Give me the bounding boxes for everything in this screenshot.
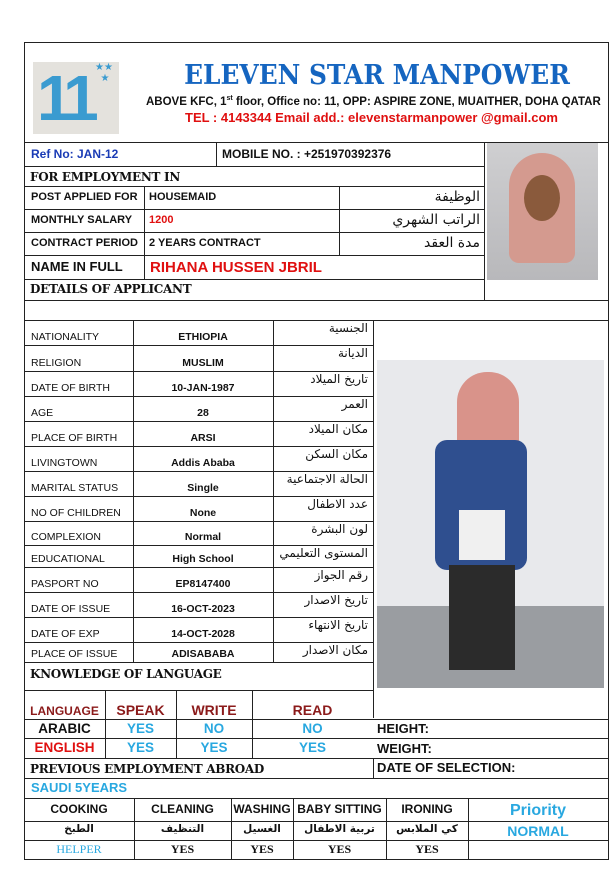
detail-value: ETHIOPIA [178,331,228,343]
employment-arabic-label: مدة العقد [424,235,480,251]
language-lang: ARABIC [38,721,91,736]
detail-value: 28 [197,407,209,419]
detail-arabic-label: العمر [341,397,368,411]
skill-header: WASHING [233,802,291,816]
detail-label: PLACE OF ISSUE [31,648,118,660]
skill-arabic: تربية الاطفال [304,823,375,835]
detail-value: ADISABABA [171,648,235,660]
applicant-name: RIHANA HUSSEN JBRIL [150,259,322,276]
detail-label: PASPORT NO [31,578,99,590]
detail-value: 14-OCT-2028 [171,628,235,640]
skill-value: YES [327,842,352,856]
mobile-number: MOBILE NO. : +251970392376 [222,147,392,161]
applicant-full-body-photo [377,360,604,688]
skill-header: BABY SITTING [297,802,382,816]
detail-value: EP8147400 [175,578,231,590]
detail-value: None [189,507,217,519]
detail-arabic-label: عدد الاطفال [307,497,368,511]
detail-label: DATE OF ISSUE [31,603,111,615]
detail-label: NATIONALITY [31,331,100,343]
detail-arabic-label: تاريخ الميلاد [310,372,368,386]
detail-value: High School [172,553,234,565]
detail-arabic-label: تاريخ الاصدار [304,593,368,607]
name-label: NAME IN FULL [31,259,123,274]
skill-value: YES [250,842,274,856]
detail-value: MUSLIM [182,357,224,369]
detail-label: RELIGION [31,357,82,369]
ref-number: Ref No: JAN-12 [31,147,119,161]
company-address: ABOVE KFC, 1st floor, Office no: 11, OPP: ASPIRE ZONE, MUAITHER, DOHA QATAR [146,95,601,108]
language-header: LANGUAGE [30,704,99,718]
detail-value: Single [187,482,219,494]
employment-label: CONTRACT PERIOD [31,237,138,249]
detail-value: Normal [184,531,222,543]
detail-value: 16-OCT-2023 [171,603,235,615]
language-lang: ENGLISH [34,740,95,755]
language-speak: YES [126,740,154,755]
skill-header: IRONING [401,802,453,816]
priority-value: NORMAL [507,823,569,839]
skill-arabic: التنظيف [160,823,205,835]
language-section-title: KNOWLEDGE OF LANGUAGE [30,667,222,681]
detail-value: Addis Ababa [171,457,235,469]
language-write: NO [203,721,225,736]
skill-value: YES [170,842,195,856]
detail-arabic-label: رقم الجواز [314,568,368,582]
priority-label: Priority [509,802,566,819]
detail-label: EDUCATIONAL [31,553,105,565]
skill-value: HELPER [56,842,102,856]
language-header: WRITE [191,702,237,718]
employment-value: 2 YEARS CONTRACT [149,237,261,249]
detail-arabic-label: مكان السكن [305,447,368,461]
detail-arabic-label: المستوى التعليمي [279,546,368,560]
skill-header: COOKING [50,802,108,816]
employment-label: POST APPLIED FOR [31,191,138,203]
detail-arabic-label: الجنسية [328,321,368,335]
previous-employment-value: SAUDI 5YEARS [31,780,128,795]
detail-label: COMPLEXION [31,531,102,543]
detail-arabic-label: الديانة [337,346,368,360]
company-logo: 11 ★★ ★ [33,62,119,134]
detail-label: MARITAL STATUS [31,482,119,494]
employment-value: 1200 [149,214,174,226]
skill-header: CLEANING [151,802,214,816]
detail-arabic-label: تاريخ الانتهاء [308,618,368,632]
language-write: YES [200,740,228,755]
detail-label: NO OF CHILDREN [31,507,121,519]
detail-label: DATE OF EXP [31,628,100,640]
employment-section-title: FOR EMPLOYMENT IN [30,170,181,184]
detail-label: LIVINGTOWN [31,457,98,469]
detail-label: AGE [31,407,54,419]
language-read: YES [298,740,326,755]
company-contact: TEL : 4143344 Email add.: elevenstarmanpower @gmail.com [185,110,558,125]
detail-arabic-label: مكان الاصدار [302,643,368,657]
employment-arabic-label: الوظيفة [434,189,480,205]
skill-value: YES [415,842,439,856]
language-header: READ [292,702,333,718]
detail-arabic-label: الحالة الاجتماعية [286,472,368,486]
date-of-selection-field: DATE OF SELECTION: [377,760,516,775]
stars-icon: ★★ ★ [95,62,113,84]
company-name: ELEVEN STAR MANPOWER [184,60,570,91]
language-speak: YES [126,721,154,736]
employment-label: MONTHLY SALARY [31,214,133,226]
detail-arabic-label: مكان الميلاد [308,422,368,436]
details-section-title: DETAILS OF APPLICANT [30,282,192,296]
height-field: HEIGHT: [377,721,429,736]
language-header: SPEAK [116,702,165,718]
skill-arabic: الطبخ [64,823,94,835]
skill-arabic: الغسيل [243,823,281,835]
employment-arabic-label: الراتب الشهري [392,212,480,228]
detail-label: PLACE OF BIRTH [31,432,118,444]
detail-label: DATE OF BIRTH [31,382,110,394]
previous-employment-title: PREVIOUS EMPLOYMENT ABROAD [30,762,265,776]
employment-value: HOUSEMAID [149,191,217,203]
detail-value: ARSI [190,432,216,444]
applicant-portrait-photo [487,143,598,280]
language-read: NO [302,721,323,736]
weight-field: WEIGHT: [377,741,432,756]
detail-arabic-label: لون البشرة [311,522,368,536]
skill-arabic: كي الملابس [396,823,458,835]
detail-value: 10-JAN-1987 [171,382,235,394]
